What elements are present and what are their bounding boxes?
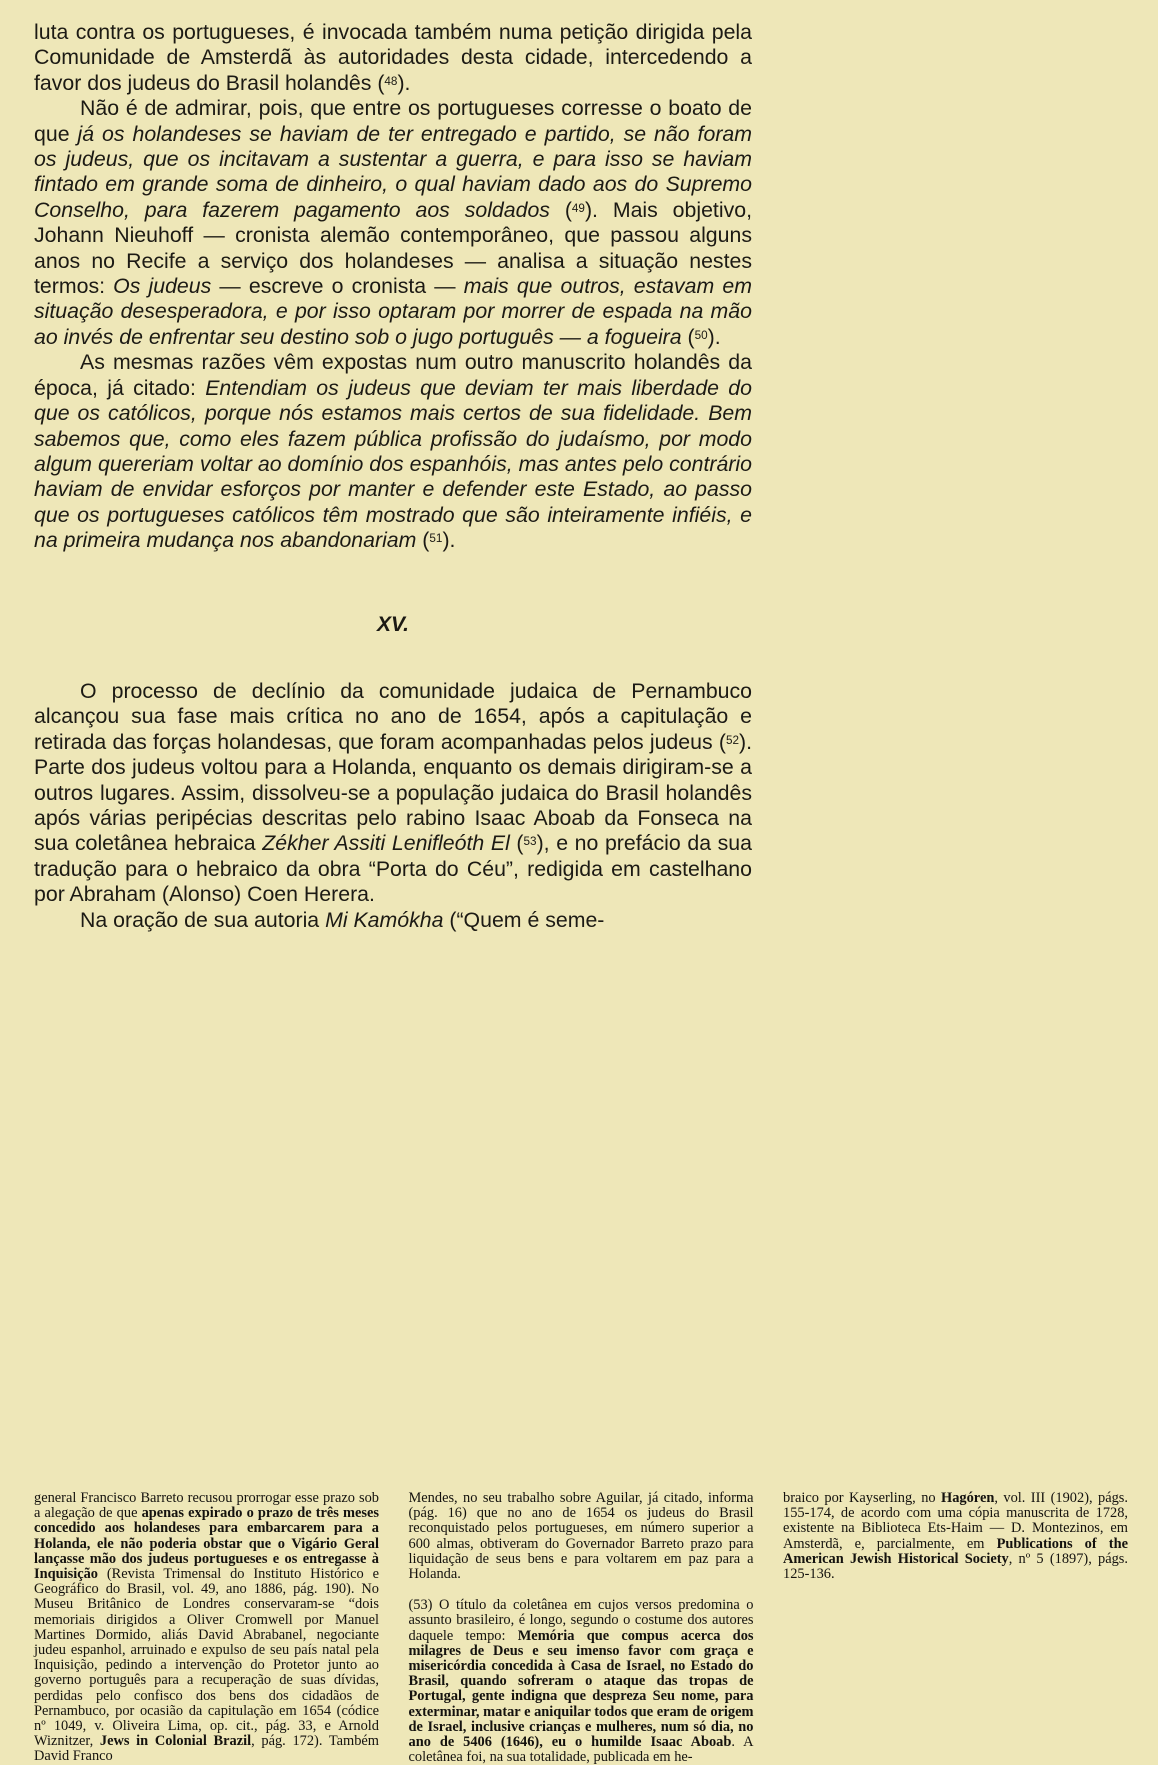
bold-text: Memória que compus acerca dos milagres de Deus e seu imenso favor com graça e misericórdia concedida à Casa de Israel, no Estado do Brasil, quando sofreram o ataque das tropas de Portugal, gente indigna que despreza Seu nome, para exterminar, matar e aniquilar todos que eram de origem de Israel, inclusive crianças e mulheres, num só dia, no ano de 5406 (1646), eu o humilde Isaac Aboab xyxy=(408,1627,754,1751)
italic-text: Zékher Assiti Lenifleóth El xyxy=(262,831,510,856)
footnote-paragraph: (53) O título da coletânea em cujos versos predomina o assunto brasileiro, é longo, segundo o costume dos autores daquele tempo: Memória que compus acerca dos milagres de Deus e seu imenso favor com graça e misericórdia concedida à Casa de Israel, no Estado do Brasil, quando sofreram o ataque das tropas de Portugal, gente indigna que despreza Seu nome, para exterminar, matar e aniquilar todos que eram de origem de Israel, inclusive crianças e mulheres, num só dia, no ano de 5406 (1646), eu o humilde Isaac Aboab. A coletânea foi, na sua totalidade, publicada em he- xyxy=(408,1597,754,1765)
bold-text: apenas expirado o prazo de três meses concedido aos holandeses para embarcarem para a Holanda, ele não poderia obstar que o Vigário Geral lançasse mão dos judeus portugueses e os entregasse à Inquisição xyxy=(34,1505,379,1583)
paragraph-1: luta contra os portugueses, é invocada também numa petição dirigida pela Comunidade de Amsterdã às autoridades desta cidade, intercedendo a favor dos judeus do Brasil holandês ($^{48}$). xyxy=(34,20,752,95)
footnote-ref: 52 xyxy=(725,733,739,747)
bold-text: Hagóren xyxy=(941,1490,995,1506)
footnote-column-1 xyxy=(34,1491,379,1765)
footnote-ref: 53 xyxy=(523,835,537,849)
footnotes xyxy=(34,1491,1128,1765)
italic-text: Os judeus xyxy=(113,274,212,299)
footnote-paragraph: general Francisco Barreto recusou prorrogar esse prazo sob a alegação de que apenas expirado o prazo de três meses concedido aos holandeses para embarcarem para a Holanda, ele não poderia obstar que o Vigário Geral lançasse mão dos judeus portugueses e os entregasse à Inquisição (Revista Trimensal do Instituto Histórico e Geográfico do Brasil, vol. 49, ano 1886, pág. 190). No Museu Britânico de Londres conservaram-se “dois memoriais dirigidos a Oliver Cromwell por Manuel Martines Dormido, aliás David Abrabanel, negociante judeu espanhol, arruinado e expulso de seu país natal pela Inquisição, pedindo a intervenção do Protetor junto ao governo português para a recuperação de suas dívidas, perdidas pelo confisco dos bens dos cidadãos de Pernambuco, por ocasião da capitulação em 1654 (códice nº 1049, v. Oliveira Lima, op. cit., pág. 33, e Arnold Wiznitzer, Jews in Colonial Brazil, pág. 172). Também David Franco xyxy=(34,1490,379,1765)
footnote-column-2 xyxy=(409,1491,754,1765)
paragraph-5: Na oração de sua autoria Mi Kamókha (“Quem é seme- xyxy=(80,907,605,932)
section-heading: XV. xyxy=(377,612,409,636)
footnote-column-3 xyxy=(783,1491,1128,1765)
footnote-ref: 50 xyxy=(694,328,708,342)
bold-text: Publications of the American Jewish Historical Society xyxy=(783,1535,1128,1567)
footnote-ref: 51 xyxy=(429,532,443,546)
main-text-column xyxy=(34,20,752,933)
italic-text: Entendiam os judeus que deviam ter mais liberdade do que os católicos, porque nós estamos mais certos de sua fidelidade. Bem sabemos que, como eles fazem pública profissão do judaísmo, por modo algum quereriam voltar ao domínio dos espanhóis, mas antes pelo contrário haviam de envidar esforços por manter e defender este Estado, ao passo que os portugueses católicos têm mostrado que são inteiramente infiéis, e na primeira mudança nos abandonariam xyxy=(34,375,752,553)
italic-text: Mi Kamókha xyxy=(325,907,444,932)
footnote-paragraph: Mendes, no seu trabalho sobre Aguilar, já citado, informa (pág. 16) que no ano de 1654 os judeus do Brasil reconquistado pelos portugueses, em número superior a 600 almas, obtiveram do Governador Barreto prazo para liquidação de seus bens e para voltarem em paz para a Holanda. xyxy=(408,1490,754,1583)
paragraph-3: As mesmas razões vêm expostas num outro manuscrito holandês da época, já citado: Entendiam os judeus que deviam ter mais liberdade do que os católicos, porque nós estamos mais certos de sua fidelidade. Bem sabemos que, como eles fazem pública profissão do judaísmo, por modo algum quereriam voltar ao domínio dos espanhóis, mas antes pelo contrário haviam de envidar esforços por manter e defender este Estado, ao passo que os portugueses católicos têm mostrado que são inteiramente infiéis, e na primeira mudança nos abandonariam ($^{51}$). xyxy=(34,350,752,553)
footnote-ref: 49 xyxy=(571,201,585,215)
paragraph-4: O processo de declínio da comunidade judaica de Pernambuco alcançou sua fase mais crítica no ano de 1654, após a capitulação e retirada das forças holandesas, que foram acompanhadas pelos judeus ($^{52}$). Parte dos judeus voltou para a Holanda, enquanto os demais dirigiram-se a outros lugares. Assim, dissolveu-se a população judaica do Brasil holandês após várias peripécias descritas pelo rabino Isaac Aboab da Fonseca na sua coletânea hebraica Zékher Assiti Lenifleóth El ($^{53}$), e no prefácio da sua tradução para o hebraico da obra “Porta do Céu”, redigida em castelhano por Abraham (Alonso) Coen Herera. xyxy=(34,678,752,907)
footnote-ref: 48 xyxy=(384,74,398,88)
italic-text: já os holandeses se haviam de ter entregado e partido, se não foram os judeus, que os incitavam a sustentar a guerra, e para isso se haviam fintado em grande soma de dinheiro, o qual haviam dado aos do Supremo Conselho, para fazerem pagamento aos soldados xyxy=(34,121,752,222)
footnote-paragraph: braico por Kayserling, no Hagóren, vol. III (1902), págs. 155-174, de acordo com uma cópia manuscrita de 1728, existente na Biblioteca Ets-Haim — D. Montezinos, em Amsterdã, e, parcialmente, em Publications of the American Jewish Historical Society, nº 5 (1897), págs. 125-136. xyxy=(783,1490,1128,1583)
bold-text: Jews in Colonial Brazil xyxy=(99,1733,252,1750)
paragraph-2: Não é de admirar, pois, que entre os portugueses corresse o boato de que já os holandeses se haviam de ter entregado e partido, se não foram os judeus, que os incitavam a sustentar a guerra, e para isso se haviam fintado em grande soma de dinheiro, o qual haviam dado aos do Supremo Conselho, para fazerem pagamento aos soldados ($^{49}$). Mais objetivo, Johann Nieuhoff — cronista alemão contemporâneo, que passou alguns anos no Recife a serviço dos holandeses — analisa a situação nestes termos: Os judeus — escreve o cronista — mais que outros, estavam em situação desesperadora, e por isso optaram por morrer de espada na mão ao invés de enfrentar seu destino sob o jugo português — a fogueira ($^{50}$). xyxy=(34,96,752,349)
italic-text: mais que outros, estavam em situação desesperadora, e por isso optaram por morrer de espada na mão ao invés de enfrentar seu destino sob o jugo português — a fogueira xyxy=(34,274,752,349)
